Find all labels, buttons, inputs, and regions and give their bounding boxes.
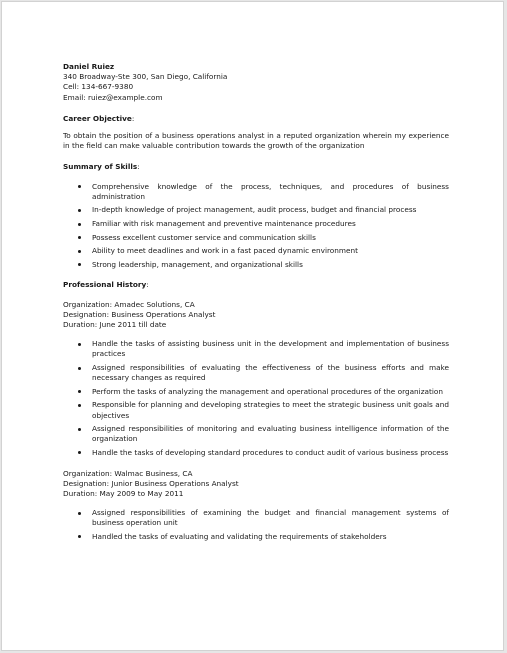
cell-line: Cell: 134-667-9380: [63, 82, 134, 92]
duties-list: [63, 339, 449, 458]
list-item: Handle the tasks of assisting business unit in the development and implementation of business practices: [63, 339, 449, 359]
list-item: Assigned responsibilities of examining the budget and financial management systems of business operation unit: [63, 508, 449, 528]
address-line: 340 Broadway-Ste 300, San Diego, California: [63, 72, 228, 82]
job-organization: Organization: Amadec Solutions, CA: [63, 299, 195, 309]
list-item: Perform the tasks of analyzing the management and operational procedures of the organization: [63, 387, 449, 397]
list-item: Handle the tasks of developing standard procedures to conduct audit of various business process: [63, 448, 449, 458]
contact-block: [63, 62, 449, 103]
skills-list: [63, 182, 449, 270]
list-item: Strong leadership, management, and organizational skills: [63, 260, 449, 270]
resume-content: [63, 62, 449, 546]
duties-list: [63, 508, 449, 542]
job-organization: Organization: Walmac Business, CA: [63, 468, 193, 478]
list-item: Assigned responsibilities of monitoring and evaluating business intelligence information of the organization: [63, 424, 449, 444]
document-page: [1, 1, 504, 651]
job-entry: [63, 300, 449, 459]
list-item: Possess excellent customer service and communication skills: [63, 233, 449, 243]
job-designation: Designation: Business Operations Analyst: [63, 309, 216, 319]
job-duration: Duration: June 2011 till date: [63, 320, 167, 329]
email-line: Email: ruiez@example.com: [63, 92, 163, 102]
list-item: Responsible for planning and developing strategies to meet the strategic business unit goals and objectives: [63, 400, 449, 420]
list-item: Ability to meet deadlines and work in a fast paced dynamic environment: [63, 246, 449, 256]
history-heading: Professional History:: [63, 280, 149, 290]
list-item: In-depth knowledge of project management, audit process, budget and financial process: [63, 205, 449, 215]
list-item: Assigned responsibilities of evaluating the effectiveness of the business efforts and make necessary changes as required: [63, 363, 449, 383]
job-designation: Designation: Junior Business Operations Analyst: [63, 478, 239, 488]
objective-text: To obtain the position of a business operations analyst in a reputed organization wherein my experience in the field can make valuable contribution towards the growth of the organization: [63, 131, 449, 151]
job-entry: [63, 469, 449, 543]
objective-heading: Career Objective:: [63, 113, 135, 123]
list-item: Comprehensive knowledge of the process, techniques, and procedures of business administration: [63, 182, 449, 202]
skills-heading: Summary of Skills:: [63, 162, 140, 172]
list-item: Familiar with risk management and preventive maintenance procedures: [63, 219, 449, 229]
list-item: Handled the tasks of evaluating and validating the requirements of stakeholders: [63, 532, 449, 542]
job-duration: Duration: May 2009 to May 2011: [63, 488, 184, 498]
applicant-name: Daniel Ruiez: [63, 62, 115, 71]
